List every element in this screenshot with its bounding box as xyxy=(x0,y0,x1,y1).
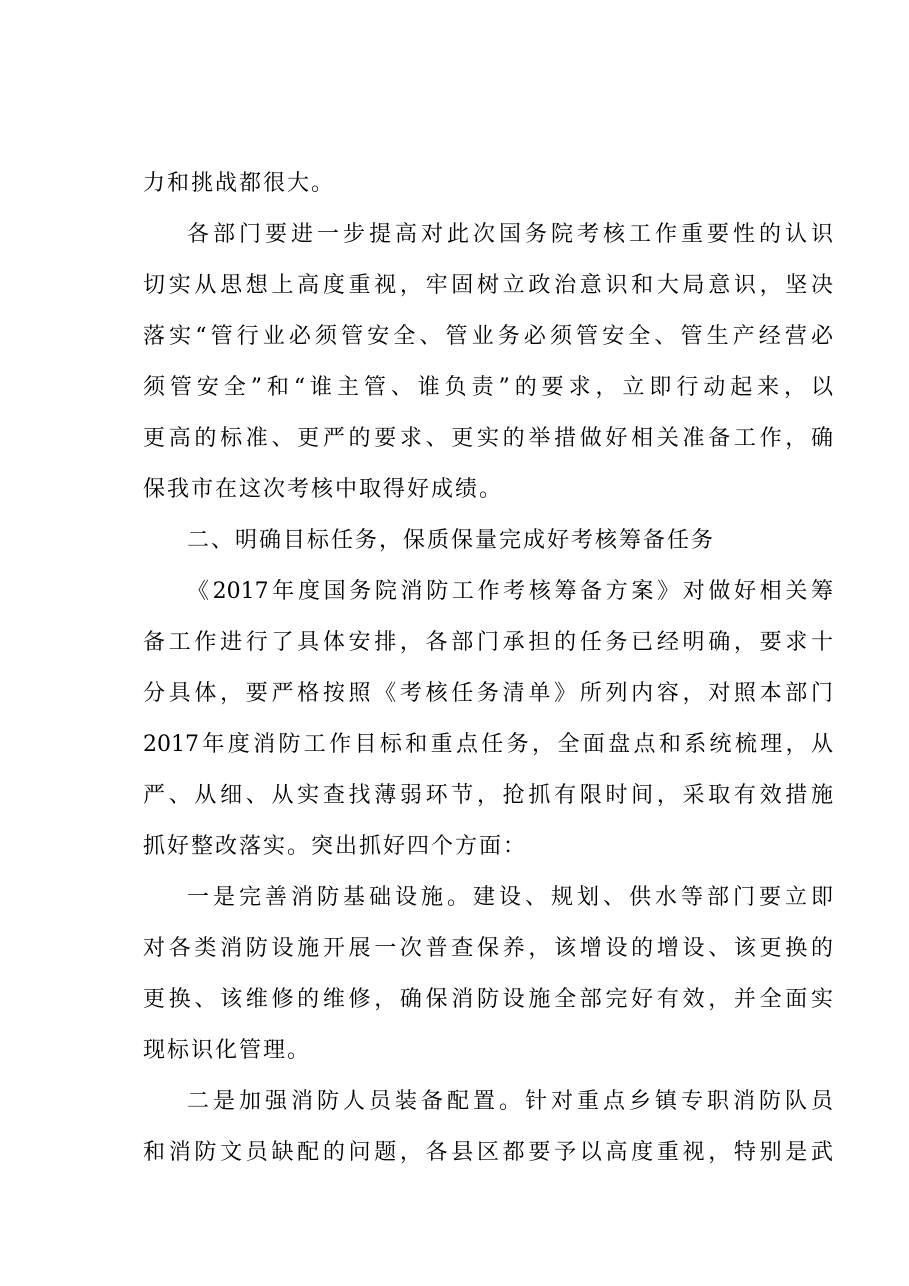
text-line: 须管安全”和“谁主管、谁负责”的要求，立即行动起来，以 xyxy=(143,375,833,400)
text-line: 《2017年度国务院消防工作考核筹备方案》对做好相关筹 xyxy=(187,579,833,604)
text-line: 备工作进行了具体安排，各部门承担的任务已经明确，要求十 xyxy=(143,630,833,655)
text-line: 更换、该维修的维修，确保消防设施全部完好有效，并全面实 xyxy=(143,987,833,1012)
text-line: 二是加强消防人员装备配置。针对重点乡镇专职消防队员 xyxy=(187,1089,833,1114)
text-line: 各部门要进一步提高对此次国务院考核工作重要性的认识 xyxy=(187,222,833,247)
section-heading: 二、明确目标任务，保质保量完成好考核筹备任务 xyxy=(187,528,716,553)
text-line: 和消防文员缺配的问题，各县区都要予以高度重视，特别是武 xyxy=(143,1140,833,1165)
document-body xyxy=(143,158,833,1178)
text-line: 现标识化管理。 xyxy=(143,1038,312,1063)
text-line: 保我市在这次考核中取得好成绩。 xyxy=(143,477,504,502)
text-line: 力和挑战都很大。 xyxy=(143,171,336,196)
text-line: 抓好整改落实。突出抓好四个方面： xyxy=(143,834,528,859)
text-line: 落实“管行业必须管安全、管业务必须管安全、管生产经营必 xyxy=(143,324,833,349)
text-line: 更高的标准、更严的要求、更实的举措做好相关准备工作，确 xyxy=(143,426,833,451)
text-line: 严、从细、从实查找薄弱环节，抢抓有限时间，采取有效措施 xyxy=(143,783,833,808)
text-line: 对各类消防设施开展一次普查保养，该增设的增设、该更换的 xyxy=(143,936,833,961)
text-line: 2017年度消防工作目标和重点任务，全面盘点和系统梳理，从 xyxy=(143,732,833,757)
text-line: 切实从思想上高度重视，牢固树立政治意识和大局意识，坚决 xyxy=(143,273,833,298)
text-line: 一是完善消防基础设施。建设、规划、供水等部门要立即 xyxy=(187,885,833,910)
text-line: 分具体，要严格按照《考核任务清单》所列内容，对照本部门 xyxy=(143,681,833,706)
